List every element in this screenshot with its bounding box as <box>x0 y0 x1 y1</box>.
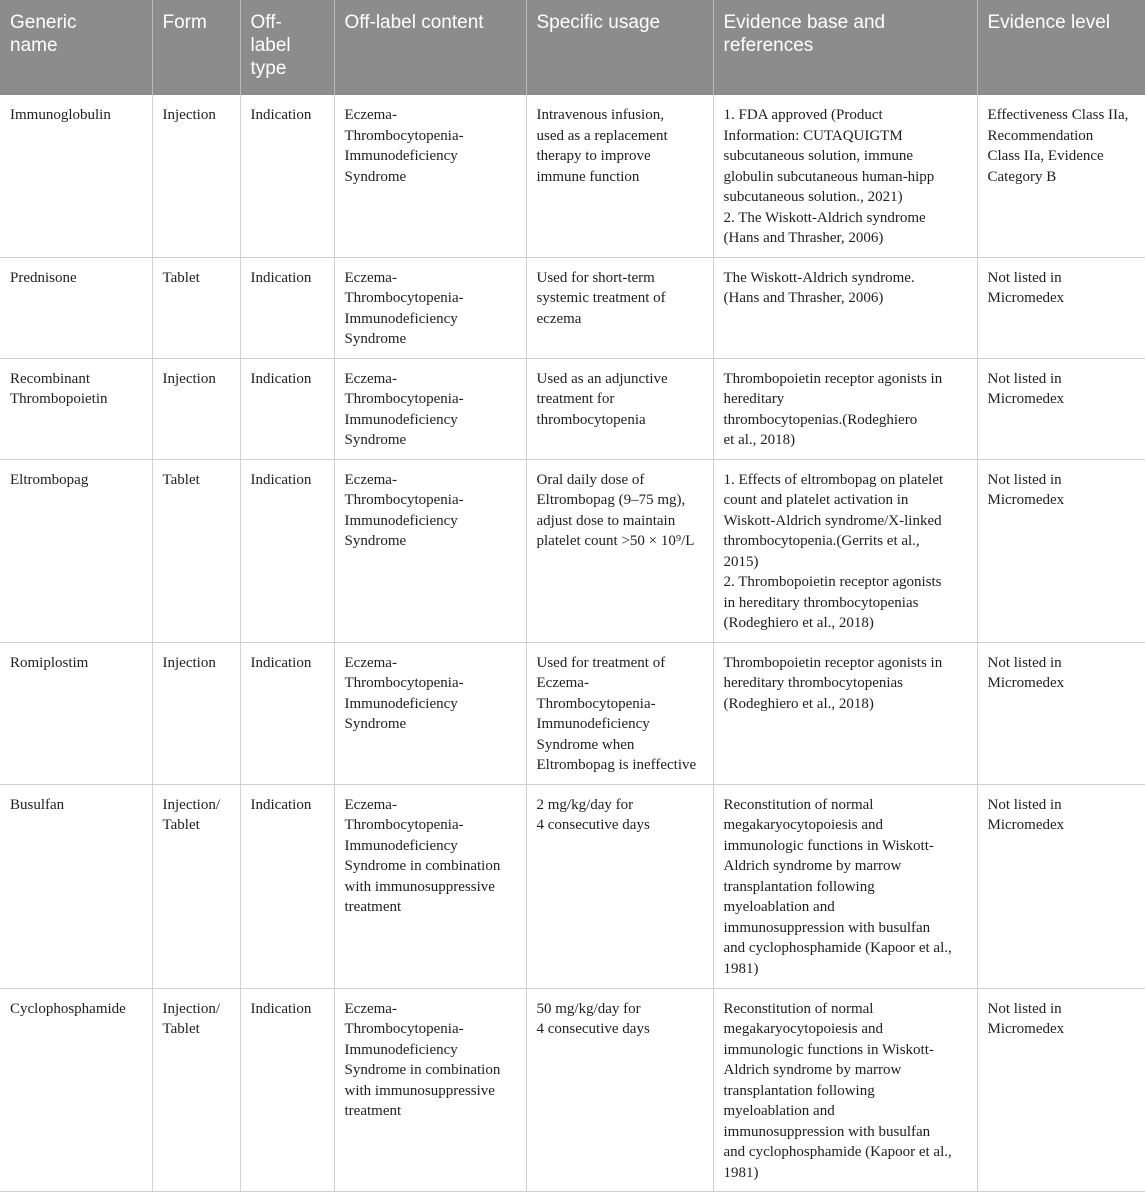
cell-generic-name: Recombinant Thrombopoietin <box>0 358 152 459</box>
cell-generic-name: Cyclophosphamide <box>0 988 152 1191</box>
cell-off-label-content: Eczema- Thrombocytopenia- Immunodeficiency Syndrome in combination with immunosuppressive treatment <box>334 988 526 1191</box>
header-off-label-content: Off-label content <box>334 0 526 95</box>
cell-evidence-base: Reconstitution of normal megakaryocytopoiesis and immunologic functions in Wiskott- Aldrich syndrome by marrow transplantation following myeloablation and immunosuppression with busulfan and cyclophosphamide (Kapoor et al., 1981) <box>713 988 977 1191</box>
header-evidence-level: Evidence level <box>977 0 1145 95</box>
header-off-label-type: Off- label type <box>240 0 334 95</box>
cell-form: Injection/ Tablet <box>152 988 240 1191</box>
cell-form: Injection/ Tablet <box>152 784 240 988</box>
cell-evidence-level: Not listed in Micromedex <box>977 988 1145 1191</box>
cell-off-label-content: Eczema- Thrombocytopenia- Immunodeficiency Syndrome <box>334 257 526 358</box>
table-row <box>0 988 1145 1191</box>
cell-specific-usage: Intravenous infusion, used as a replacement therapy to improve immune function <box>526 95 713 257</box>
cell-specific-usage: 50 mg/kg/day for 4 consecutive days <box>526 988 713 1191</box>
header-specific-usage: Specific usage <box>526 0 713 95</box>
cell-off-label-type: Indication <box>240 358 334 459</box>
cell-evidence-base: 1. FDA approved (Product Information: CUTAQUIGTM subcutaneous solution, immune globulin subcutaneous human-hipp subcutaneous solution., 2021) 2. The Wiskott-Aldrich syndrome (Hans and Thrasher, 2006) <box>713 95 977 257</box>
cell-form: Injection <box>152 358 240 459</box>
cell-evidence-level: Not listed in Micromedex <box>977 257 1145 358</box>
table-row <box>0 95 1145 257</box>
cell-off-label-type: Indication <box>240 257 334 358</box>
cell-generic-name: Prednisone <box>0 257 152 358</box>
cell-off-label-content: Eczema- Thrombocytopenia- Immunodeficiency Syndrome <box>334 358 526 459</box>
cell-off-label-content: Eczema- Thrombocytopenia- Immunodeficiency Syndrome <box>334 459 526 642</box>
cell-form: Injection <box>152 95 240 257</box>
cell-evidence-level: Not listed in Micromedex <box>977 459 1145 642</box>
cell-evidence-base: 1. Effects of eltrombopag on platelet count and platelet activation in Wiskott-Aldrich syndrome/X-linked thrombocytopenia.(Gerrits et al., 2015) 2. Thrombopoietin receptor agonists in hereditary thrombocytopenias (Rodeghiero et al., 2018) <box>713 459 977 642</box>
cell-evidence-base: The Wiskott-Aldrich syndrome. (Hans and Thrasher, 2006) <box>713 257 977 358</box>
cell-form: Tablet <box>152 459 240 642</box>
header-generic-name: Generic name <box>0 0 152 95</box>
cell-evidence-level: Not listed in Micromedex <box>977 642 1145 784</box>
table-body <box>0 95 1145 1191</box>
cell-specific-usage: Used for treatment of Eczema- Thrombocytopenia- Immunodeficiency Syndrome when Eltrombopag is ineffective <box>526 642 713 784</box>
table-row <box>0 459 1145 642</box>
cell-specific-usage: 2 mg/kg/day for 4 consecutive days <box>526 784 713 988</box>
cell-evidence-base: Reconstitution of normal megakaryocytopoiesis and immunologic functions in Wiskott- Aldrich syndrome by marrow transplantation following myeloablation and immunosuppression with busulfan and cyclophosphamide (Kapoor et al., 1981) <box>713 784 977 988</box>
header-form: Form <box>152 0 240 95</box>
cell-generic-name: Romiplostim <box>0 642 152 784</box>
cell-specific-usage: Oral daily dose of Eltrombopag (9–75 mg), adjust dose to maintain platelet count >50 × 10⁹/L <box>526 459 713 642</box>
table-row <box>0 642 1145 784</box>
cell-specific-usage: Used as an adjunctive treatment for thrombocytopenia <box>526 358 713 459</box>
table-row <box>0 257 1145 358</box>
cell-specific-usage: Used for short-term systemic treatment of eczema <box>526 257 713 358</box>
table-row <box>0 784 1145 988</box>
cell-evidence-level: Not listed in Micromedex <box>977 784 1145 988</box>
table-row <box>0 358 1145 459</box>
cell-off-label-type: Indication <box>240 642 334 784</box>
table-header <box>0 0 1145 95</box>
cell-off-label-content: Eczema- Thrombocytopenia- Immunodeficiency Syndrome <box>334 642 526 784</box>
cell-generic-name: Immunoglobulin <box>0 95 152 257</box>
cell-evidence-base: Thrombopoietin receptor agonists in hereditary thrombocytopenias (Rodeghiero et al., 2018) <box>713 642 977 784</box>
cell-generic-name: Busulfan <box>0 784 152 988</box>
cell-off-label-type: Indication <box>240 459 334 642</box>
cell-off-label-content: Eczema- Thrombocytopenia- Immunodeficiency Syndrome in combination with immunosuppressive treatment <box>334 784 526 988</box>
cell-off-label-type: Indication <box>240 784 334 988</box>
cell-form: Injection <box>152 642 240 784</box>
cell-off-label-type: Indication <box>240 95 334 257</box>
header-row <box>0 0 1145 95</box>
cell-generic-name: Eltrombopag <box>0 459 152 642</box>
cell-off-label-type: Indication <box>240 988 334 1191</box>
cell-evidence-level: Not listed in Micromedex <box>977 358 1145 459</box>
cell-evidence-base: Thrombopoietin receptor agonists in hereditary thrombocytopenias.(Rodeghiero et al., 2018) <box>713 358 977 459</box>
cell-off-label-content: Eczema- Thrombocytopenia- Immunodeficiency Syndrome <box>334 95 526 257</box>
cell-evidence-level: Effectiveness Class IIa, Recommendation Class IIa, Evidence Category B <box>977 95 1145 257</box>
header-evidence-base: Evidence base and references <box>713 0 977 95</box>
cell-form: Tablet <box>152 257 240 358</box>
